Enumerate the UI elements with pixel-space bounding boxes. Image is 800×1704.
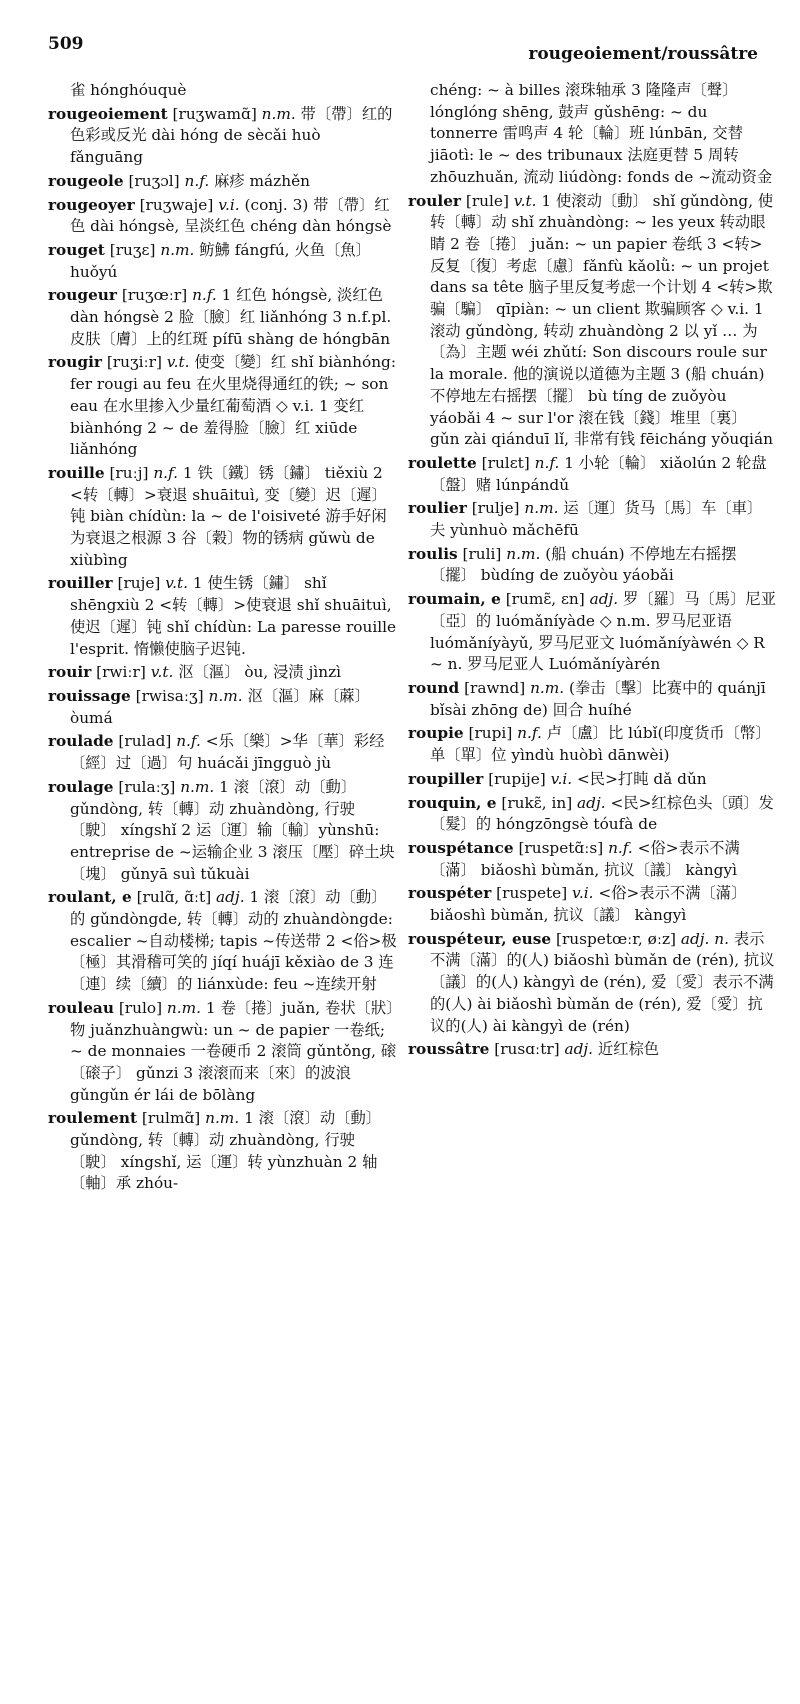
pronunciation: [rupije] [488, 769, 546, 788]
pronunciation: [ruʒiːr] [106, 353, 162, 372]
running-head: rougeoiement/roussâtre [528, 44, 758, 64]
dictionary-entry [408, 793, 776, 836]
dictionary-entry [48, 662, 398, 684]
grammar-label: n.f. [192, 286, 217, 305]
pronunciation: [ruspete] [496, 884, 568, 903]
headword: rougeole [48, 171, 124, 190]
grammar-label: adj. [589, 590, 619, 609]
dictionary-entry [48, 285, 398, 350]
grammar-label: v.t. [513, 191, 537, 210]
headword: roulement [48, 1109, 138, 1128]
dictionary-entry [48, 686, 398, 729]
definition: 沤〔漚〕麻〔蔴〕 òumá [70, 686, 370, 727]
grammar-label: v.i. [218, 195, 240, 214]
headword: rouquin, e [408, 793, 497, 812]
grammar-label: n.m. [530, 678, 565, 697]
headword: rouiller [48, 574, 113, 593]
pronunciation: [rwiːr] [96, 663, 146, 682]
headword: rougir [48, 353, 102, 372]
definition: 表示不满〔滿〕的(人) biǎoshì bùmǎn de (rén), 抗议〔議〕的(人) kàngyì de (rén), 爱〔愛〕表示不满的(人) ài biǎoshì bùmǎn de (rén), 爱〔愛〕抗议的(人) ài kàngyì de (rén) [430, 929, 775, 1035]
dictionary-entry [408, 1039, 776, 1061]
dictionary-entry [408, 80, 776, 189]
headword: rouspéter [408, 884, 492, 903]
definition: 雀 hónghóuquè [70, 81, 187, 99]
pronunciation: [rulaːʒ] [118, 777, 176, 796]
headword: roulage [48, 777, 114, 796]
pronunciation: [ruspetœːr, øːz] [556, 929, 677, 948]
grammar-label: v.t. [150, 663, 174, 682]
definition: 鲂鮄 fángfú, 火鱼〔魚〕 huǒyú [70, 240, 371, 281]
pronunciation: [rulɑ̃, ɑ̃ːt] [136, 888, 212, 907]
definition: 运〔運〕货马〔馬〕车〔車〕夫 yùnhuò mǎchēfū [430, 499, 763, 540]
pronunciation: [rulje] [471, 499, 520, 518]
dictionary-entry [48, 352, 398, 461]
grammar-label: v.i. [572, 884, 594, 903]
headword: roulis [408, 544, 458, 563]
dictionary-entry [48, 573, 398, 660]
pronunciation: [rusɑːtr] [494, 1040, 560, 1059]
pronunciation: [ruʒɛ] [109, 240, 156, 259]
definition: 1 使生锈〔鏽〕 shǐ shēngxiù 2 <转〔轉〕>使衰退 shǐ shuāituì, 使迟〔遲〕钝 shǐ chídùn: La paresse rouille l'esprit. 惰懒使脑子迟钝. [70, 574, 397, 658]
headword: rougeoiement [48, 104, 168, 123]
headword: roulade [48, 732, 114, 751]
grammar-label: n.m. [506, 544, 541, 563]
grammar-label: v.t. [166, 353, 190, 372]
dictionary-entry [408, 723, 776, 766]
definition: (船 chuán) 不停地左右摇摆〔擺〕 bùdíng de zuǒyòu yáobǎi [430, 544, 737, 585]
grammar-label: n.f. [184, 171, 210, 190]
dictionary-entry [48, 463, 398, 572]
headword: roupie [408, 724, 464, 743]
dictionary-entry [48, 240, 398, 283]
dictionary-entry [48, 171, 398, 193]
pronunciation: [rupi] [468, 724, 513, 743]
headword: roulant, e [48, 888, 132, 907]
definition: chéng: ~ à billes 滚珠轴承 3 隆隆声〔聲〕 lónglóng shēng, 鼓声 gǔshēng: ~ du tonnerre 雷鸣声 4 轮〔輪〕班 lúnbān, 交替 jiāotì: le ~ des tribunaux 法庭更替 5 周转 zhōuzhuǎn, 流动 liúdòng: fonds de ~流动资金 [430, 81, 773, 186]
definition: 1 滚〔滾〕动〔動〕 gǔndòng, 转〔轉〕动 zhuàndòng, 行驶〔駛〕 xíngshǐ, 运〔運〕转 yùnzhuàn 2 轴〔軸〕承 zhóu- [70, 1109, 382, 1193]
dictionary-entry [408, 883, 776, 926]
definition: 麻疹 mázhěn [214, 171, 310, 190]
grammar-label: n.m. [205, 1109, 240, 1128]
definition: 1 使滚动〔動〕 shǐ gǔndòng, 使转〔轉〕动 shǐ zhuàndòng: ~ les yeux 转动眼睛 2 卷〔捲〕 juǎn: ~ un papier 卷纸 3 <转> 反复〔復〕考虑〔慮〕fǎnfù kǎolǜ: ~ un projet dans sa tête 脑子里反复考虑一个计划 4 <转>欺骗〔騙〕 qīpiàn: ~ un client 欺骗顾客 ◇ v.i. 1 滚动 gǔndòng, 转动 zhuàndòng 2 以 yǐ … 为〔為〕主题 wéi zhǔtí: Son discours roule sur la morale. 他的演说以道德为主题 3 (船 chuán) 不停地左右摇摆〔擺〕 bù tíng de zuǒyòu yáobǎi 4 ~ sur l'or 滚在钱〔錢〕堆里〔裏〕 gǔn zài qiánduī lǐ, 非常有钱 fēicháng yǒuqián [430, 191, 774, 449]
dictionary-entry [408, 191, 776, 451]
dictionary-entry [408, 678, 776, 721]
pronunciation: [ruʒwaje] [139, 195, 214, 214]
pronunciation: [rulo] [118, 998, 163, 1017]
dictionary-entry [48, 887, 398, 996]
grammar-label: n.f. [153, 463, 179, 482]
grammar-label: n.f. [517, 724, 542, 743]
grammar-label: n.m. [180, 777, 215, 796]
definition: (conj. 3) 带〔帶〕红色 dài hóngsè, 呈淡红色 chéng dàn hóngsè [70, 195, 392, 236]
grammar-label: adj. n. [680, 929, 729, 948]
headword: rouir [48, 663, 92, 682]
headword: rouler [408, 191, 461, 210]
headword: rouspéteur, euse [408, 929, 552, 948]
grammar-label: n.f. [534, 453, 560, 472]
definition: 罗〔羅〕马〔馬〕尼亚〔亞〕的 luómǎníyàde ◇ n.m. 罗马尼亚语 luómǎníyàyǔ, 罗马尼亚文 luómǎníyàwén ◇ R ~ n. 罗马尼亚人 Luómǎníyàrén [430, 590, 776, 674]
dictionary-entry [408, 498, 776, 541]
dictionary-entry [408, 838, 776, 881]
pronunciation: [rukɛ̃, in] [501, 793, 573, 812]
headword: rouleau [48, 998, 114, 1017]
pronunciation: [rulad] [118, 732, 172, 751]
pronunciation: [ruʒwamɑ̃] [172, 104, 257, 123]
dictionary-entry [408, 453, 776, 496]
pronunciation: [ruspetɑ̃ːs] [518, 838, 604, 857]
dictionary-entry [48, 777, 398, 886]
definition: (拳击〔擊〕比赛中的 quánjī bǐsài zhōng de) 回合 huíhé [430, 678, 766, 719]
grammar-label: adj. [577, 793, 606, 812]
pronunciation: [rule] [465, 191, 509, 210]
dictionary-entry [408, 544, 776, 587]
pronunciation: [rulɛt] [481, 453, 530, 472]
headword: roumain, e [408, 590, 501, 609]
dictionary-entry [408, 769, 776, 791]
pronunciation: [ruʒœːr] [121, 286, 188, 305]
grammar-label: n.f. [608, 838, 633, 857]
definition: 1 铁〔鐵〕锈〔鏽〕 tiěxiù 2 <转〔轉〕>衰退 shuāituì, 变〔變〕迟〔遲〕钝 biàn chídùn: la ~ de l'oisiveté 游手好闲为衰退之根源 3 谷〔穀〕物的锈病 gǔwù de xiùbìng [70, 463, 387, 569]
headword: rouissage [48, 686, 131, 705]
headword: rougeoyer [48, 195, 135, 214]
page-header [0, 0, 800, 80]
headword: rouille [48, 463, 105, 482]
definition: 使变〔變〕红 shǐ biànhóng: fer rougi au feu 在火里烧得通红的铁; ~ son eau 在水里掺入少量红葡萄酒 ◇ v.i. 1 变红 biànhóng 2 ~ de 羞得脸〔臉〕红 xiūde liǎnhóng [70, 353, 396, 459]
grammar-label: n.m. [208, 686, 243, 705]
definition: <民>红棕色头〔頭〕发〔髮〕的 hóngzōngsè tóufà de [430, 793, 774, 834]
definition: 卢〔盧〕比 lúbǐ(印度货币〔幣〕单〔單〕位 yìndù huòbì dānwèi) [430, 724, 771, 765]
grammar-label: n.f. [176, 732, 201, 751]
definition: 1 红色 hóngsè, 淡红色 dàn hóngsè 2 脸〔臉〕红 liǎnhóng 3 n.f.pl. 皮肤〔膚〕上的红斑 pífū shàng de hóngbān [70, 286, 392, 348]
grammar-label: v.t. [165, 574, 188, 593]
definition: <乐〔樂〕>华〔華〕彩经〔經〕过〔過〕句 huácǎi jīngguò jù [70, 732, 385, 773]
pronunciation: [ruʒɔl] [128, 171, 180, 190]
definition: 1 卷〔捲〕juǎn, 卷状〔狀〕物 juǎnzhuàngwù: un ~ de papier 一卷纸; ~ de monnaies 一卷硬币 2 滚筒 gǔntǒng, 磙〔磙子〕 gǔnzi 3 滚滚而来〔來〕的波浪 gǔngǔn ér lái de bōlàng [70, 998, 397, 1104]
pronunciation: [rulmɑ̃] [141, 1109, 201, 1128]
page-number: 509 [48, 34, 84, 54]
pronunciation: [ruli] [462, 544, 502, 563]
definition: 带〔帶〕红的色彩或反光 dài hóng de sècǎi huò fǎnguāng [70, 104, 393, 167]
pronunciation: [rawnd] [464, 678, 526, 697]
pronunciation: [ruːj] [109, 463, 149, 482]
dictionary-entry [48, 80, 398, 102]
definition: 1 滚〔滾〕动〔動〕 gǔndòng, 转〔轉〕动 zhuàndòng, 行驶〔駛〕 xíngshǐ 2 运〔運〕输〔輸〕yùnshū: entreprise de ~运输企业 3 滚压〔壓〕碎土块〔塊〕 gǔnyā suì tǔkuài [70, 777, 395, 883]
dictionary-entry [408, 589, 776, 676]
grammar-label: n.m. [160, 240, 195, 259]
grammar-label: adj. [216, 888, 245, 907]
pronunciation: [rumɛ̃, ɛn] [505, 590, 585, 609]
pronunciation: [ruje] [117, 574, 161, 593]
grammar-label: v.i. [550, 769, 573, 788]
definition: <俗>表示不满〔滿〕 biǎoshì bùmǎn, 抗议〔議〕 kàngyì [430, 884, 747, 925]
definition: 近红棕色 [597, 1040, 660, 1059]
headword: rouget [48, 240, 105, 259]
dictionary-entry [48, 195, 398, 238]
right-column [408, 80, 776, 1063]
headword: roussâtre [408, 1040, 490, 1059]
pronunciation: [rwisaːʒ] [135, 686, 204, 705]
dictionary-entry [408, 929, 776, 1038]
definition: <民>打盹 dǎ dǔn [576, 769, 707, 788]
left-column [48, 80, 398, 1197]
dictionary-entry [48, 731, 398, 774]
dictionary-entry [48, 998, 398, 1107]
grammar-label: n.m. [524, 499, 559, 518]
headword: round [408, 678, 460, 697]
headword: roupiller [408, 769, 484, 788]
headword: rouspétance [408, 838, 514, 857]
grammar-label: adj. [564, 1040, 594, 1059]
definition: 1 滚〔滾〕动〔動〕的 gǔndòngde, 转〔轉〕动的 zhuàndòngde: escalier ~自动楼梯; tapis ~传送带 2 <俗>极〔極〕其滑稽可笑的 jíqí huájī kěxiào de 3 连〔連〕续〔續〕的 liánxùde: feu ~连续开射 [70, 888, 397, 994]
definition: 沤〔漚〕 òu, 浸渍 jìnzì [178, 663, 342, 682]
dictionary-entry [48, 104, 398, 169]
dictionary-entry [48, 1108, 398, 1195]
grammar-label: n.m. [261, 104, 296, 123]
grammar-label: n.m. [166, 998, 202, 1017]
headword: roulier [408, 499, 467, 518]
headword: roulette [408, 453, 477, 472]
definition: <俗>表示不满〔滿〕 biǎoshì bùmǎn, 抗议〔議〕 kàngyì [430, 838, 740, 879]
definition: 1 小轮〔輪〕 xiǎolún 2 轮盘〔盤〕赌 lúnpándǔ [430, 453, 767, 494]
headword: rougeur [48, 286, 117, 305]
